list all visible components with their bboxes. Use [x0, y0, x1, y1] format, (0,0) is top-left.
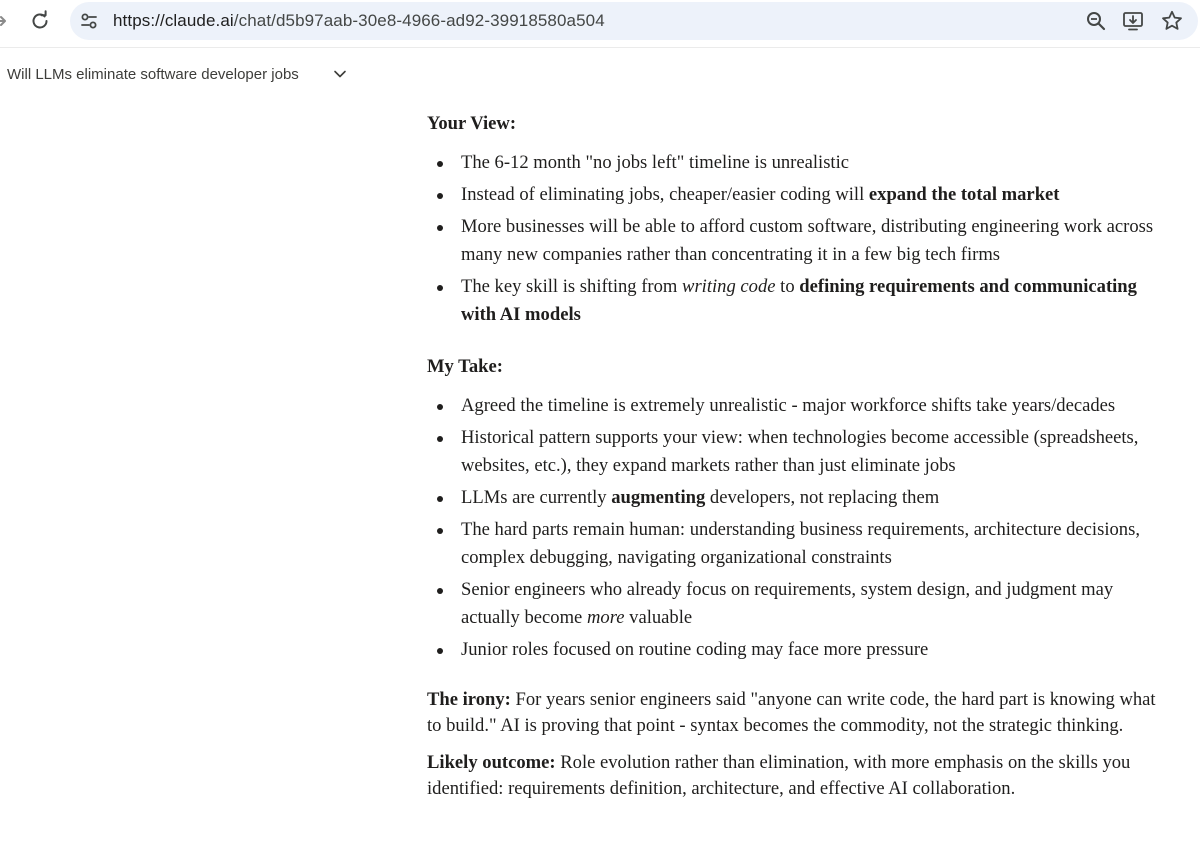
- list-item: [427, 181, 1157, 209]
- your-view-list: [427, 149, 1157, 329]
- zoom-icon[interactable]: [1085, 10, 1107, 32]
- italic-text: more: [586, 607, 625, 628]
- chevron-down-icon[interactable]: [332, 66, 348, 82]
- forward-icon[interactable]: [0, 11, 10, 31]
- list-item: [427, 213, 1157, 269]
- text: The 6-12 month "no jobs left" timeline is unrealistic: [461, 152, 850, 173]
- list-item: [427, 576, 1157, 632]
- outcome-label: Likely outcome:: [427, 752, 556, 773]
- my-take-list: [427, 392, 1157, 664]
- reload-icon[interactable]: [29, 10, 51, 32]
- text: to: [775, 276, 800, 297]
- bold-text: augmenting: [611, 487, 706, 508]
- text: Agreed the timeline is extremely unrealistic - major workforce shifts take years/decades: [461, 395, 1116, 416]
- text: Instead of eliminating jobs, cheaper/easier coding will: [461, 184, 869, 205]
- text: Historical pattern supports your view: when technologies become accessible (spreadsheets, websites, etc.), they expand markets rather than just eliminate jobs: [461, 427, 1139, 476]
- list-item: [427, 516, 1157, 572]
- chat-title-button[interactable]: Will LLMs eliminate software developer jobs: [7, 66, 299, 83]
- url-host: https://claude.ai: [113, 11, 234, 30]
- bold-text: defining requirements and communicating with AI models: [461, 276, 1137, 325]
- text: Senior engineers who already focus on requirements, system design, and judgment may actually become: [461, 579, 1114, 628]
- text: LLMs are currently: [461, 487, 612, 508]
- url-path: /chat/d5b97aab-30e8-4966-ad92-39918580a504: [233, 11, 605, 30]
- toolbar-divider: [0, 47, 1200, 48]
- list-item: [427, 149, 1157, 177]
- url-text[interactable]: [113, 8, 605, 34]
- outcome-paragraph: [427, 750, 1157, 802]
- browser-toolbar: [0, 0, 1200, 44]
- italic-text: writing code: [682, 276, 776, 297]
- irony-label: The irony:: [427, 689, 511, 710]
- list-item: [427, 424, 1157, 480]
- text: valuable: [624, 607, 693, 628]
- bold-text: expand the total market: [868, 184, 1060, 205]
- text: Junior roles focused on routine coding may face more pressure: [461, 639, 929, 660]
- list-item: [427, 273, 1157, 329]
- my-take-heading: My Take:: [427, 356, 503, 377]
- install-app-icon[interactable]: [1122, 10, 1146, 32]
- text: More businesses will be able to afford custom software, distributing engineering work across many new companies rather than concentrating it in a few big tech firms: [461, 216, 1154, 265]
- outcome-text: Role evolution rather than elimination, with more emphasis on the skills you identified: requirements definition, architecture, and effective AI collaboration.: [427, 752, 1131, 799]
- site-info-icon[interactable]: [78, 10, 100, 32]
- irony-paragraph: [427, 687, 1157, 739]
- bookmark-star-icon[interactable]: [1160, 9, 1184, 33]
- list-item: [427, 392, 1157, 420]
- text: The key skill is shifting from: [461, 276, 683, 297]
- irony-text: For years senior engineers said "anyone can write code, the hard part is knowing what to build." AI is proving that point - syntax becomes the commodity, not the strategic thinking.: [427, 689, 1156, 736]
- your-view-heading: Your View:: [427, 113, 517, 134]
- assistant-message: [427, 110, 1157, 802]
- list-item: [427, 484, 1157, 512]
- text: developers, not replacing them: [705, 487, 940, 508]
- text: The hard parts remain human: understanding business requirements, architecture decisions, complex debugging, navigating organizational constraints: [461, 519, 1140, 568]
- list-item: [427, 636, 1157, 664]
